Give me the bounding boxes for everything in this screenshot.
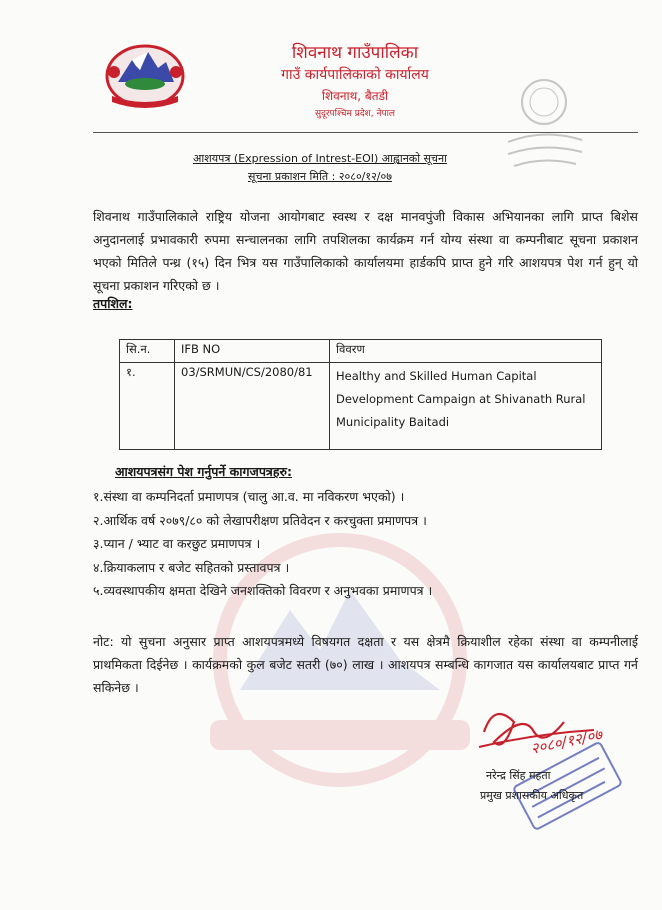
signature-date: २०८०/१२/०७	[529, 725, 604, 758]
signatory-name: नरेन्द्र सिंह महता	[486, 769, 551, 782]
publication-date: सूचना प्रकाशन मिति : २०८०/१२/०७	[248, 170, 392, 183]
table-header-row	[120, 340, 602, 363]
table-row	[120, 363, 602, 450]
documents-heading: आशयपत्रसंग पेश गर्नुपर्ने कागजपत्रहरु:	[115, 464, 292, 479]
documents-list	[93, 485, 432, 603]
signatory-title: प्रमुख प्रशासकीय अधिकृत	[480, 789, 584, 802]
details-heading: तपशिल:	[93, 296, 133, 311]
letterhead	[240, 42, 470, 122]
header-divider	[93, 132, 638, 133]
office-name: गाउँ कार्यपालिकाको कार्यालय	[281, 67, 429, 83]
col-header-sn: सि.न.	[120, 340, 175, 363]
list-item: १.संस्था वा कम्पनिदर्ता प्रमाणपत्र (चालु आ.व. मा नविकरण भएको) ।	[93, 489, 405, 504]
office-location: शिवनाथ, बैतडी	[321, 89, 389, 103]
officer-stamp-icon	[512, 740, 622, 830]
nepal-emblem-icon	[100, 38, 190, 110]
cell-description: Healthy and Skilled Human Capital Development Campaign at Shivanath Rural Municipality Baitadi	[330, 363, 602, 450]
notice-title: आशयपत्र (Expression of Intrest-EOI) आह्वानको सूचना	[193, 152, 447, 165]
col-header-ifb: IFB NO	[175, 340, 330, 363]
eoi-table	[119, 339, 602, 450]
notice-body: शिवनाथ गाउँपालिकाले राष्ट्रिय योजना आयोगबाट स्वस्थ र दक्ष मानवपुंजी विकास अभियानका लागि प्राप्त बिशेस अनुदानलाई प्रभावकारी रुपमा सन्चालनका लागि तपशिलका कार्यक्रम गर्न योग्य संस्था वा कम्पनीबाट सूचना प्रकाशन भएको मितिले पन्ध्र (१५) दिन भित्र यस गाउँपालिकाको कार्यालयमा हार्डकपि प्राप्त हुने गरि आशयपत्र पेश गर्न हुन् यो सूचना प्रकाशन गरिएको छ ।	[93, 209, 638, 293]
province-name: सुदूरपश्चिम प्रदेश, नेपाल	[314, 109, 396, 119]
col-header-description: विवरण	[330, 340, 602, 363]
list-item: ४.क्रियाकलाप र बजेट सहितको प्रस्तावपत्र ।	[93, 559, 290, 575]
list-item: ३.प्यान / भ्याट वा करछुट प्रमाणपत्र ।	[93, 536, 261, 551]
cell-ifb: 03/SRMUN/CS/2080/81	[175, 363, 330, 450]
notice-titles	[120, 150, 520, 186]
list-item: ५.व्यवस्थापकीय क्षमता देखिने जनशक्तिको विवरण र अनुभवका प्रमाणपत्र ।	[93, 583, 433, 598]
municipality-name: शिवनाथ गाउँपालिका	[291, 43, 419, 63]
list-item: २.आर्थिक वर्ष २०७९/८० को लेखापरीक्षण प्रतिवेदन र करचुक्ता प्रमाणपत्र ।	[93, 512, 427, 528]
cell-sn: १.	[120, 363, 175, 450]
note-paragraph: नोट: यो सुचना अनुसार प्राप्त आशयपत्रमध्ये विषयगत दक्षता र यस क्षेत्रमै क्रियाशील रहेका संस्था वा कम्पनीलाई प्राथमिकता दिईनेछ । कार्यक्रमको कुल बजेट सतरी (७०) लाख । आशयपत्र सम्बन्धि कागजात यस कार्यालयबाट प्राप्त गर्न सकिनेछ ।	[93, 634, 638, 695]
